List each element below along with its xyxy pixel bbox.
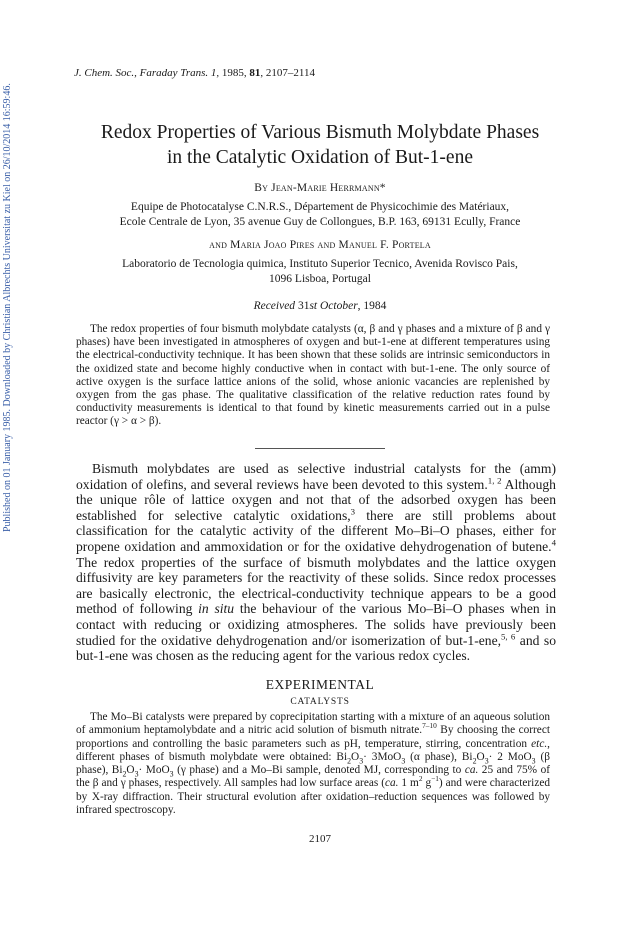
cat-text-g: O [476, 750, 485, 763]
byline-1 [60, 182, 580, 194]
circa: ca. [464, 764, 479, 777]
superscript: 2 [418, 774, 423, 784]
author-pires: Maria Joao Pires [230, 239, 315, 251]
page-number: 2107 [309, 833, 331, 845]
received-month: October [317, 300, 358, 312]
title-line-1: Redox Properties of Various Bismuth Molybdate Phases [100, 122, 540, 143]
intro-text-6: and so but-1-ene was chosen as the reducing agent for the various redox cycles. [76, 632, 556, 664]
intro-text-2: Although the unique rôle of lattice oxygen and not that of the adsorbed oxygen has been established for selective catalytic oxidations, [76, 476, 556, 523]
affiliation-2-line-2: 1096 Lisboa, Portugal [269, 273, 371, 285]
citation-7-10: 7–10 [422, 721, 437, 731]
subscript: 3 [401, 756, 406, 766]
subscript: 3 [169, 769, 174, 779]
citation-5-6: 5, 6 [501, 631, 516, 641]
cat-text-o: g [422, 777, 432, 790]
cat-text-b: By choosing the correct proportions and controlling the basic parameters such as pH, temperature, stirring, concentration [76, 724, 550, 750]
received-label: Received [253, 300, 296, 312]
intro-text-4: The redox properties of the surface of bismuth molybdates and the lattice oxygen diffusivity are key parameters for the reactivity of these solids. Since redox processes are basically electronic, the electrical-conductivity technique appears to be a good method of following [76, 554, 556, 617]
subscript: 3 [531, 756, 536, 766]
received-year: , 1984 [357, 300, 387, 312]
intro-text-5: the behaviour of the various Mo–Bi–O phases when in contact with reducing or oxidizing atmospheres. The solids have previously been studied for the oxidative dehydrogenation and/or isomerization of but-1-ene, [76, 601, 556, 648]
paper-title [60, 120, 580, 170]
cat-text-j: O [126, 764, 135, 777]
byline-prefix: By [254, 182, 272, 194]
affiliation-1-line-2: Ecole Centrale de Lyon, 35 avenue Guy de Collongues, B.P. 163, 69131 Ecully, France [119, 216, 521, 228]
intro-text-1: Bismuth molybdates are used as selective industrial catalysts for the (amm) oxidation of olefins, and several reviews have been devoted to this system. [76, 461, 556, 492]
circa: ca. [384, 777, 399, 790]
cat-text-c: , different phases of bismuth molybdate were obtained: Bi [76, 737, 550, 763]
subscript: 2 [472, 756, 477, 766]
subsection-heading-catalysts: CATALYSTS [290, 697, 350, 707]
subscript: 3 [359, 756, 364, 766]
cat-text-l: (γ phase) and a Mo–Bi sample, denoted MJ, corresponding to [173, 764, 465, 777]
subscript: 2 [122, 769, 127, 779]
etc: etc. [531, 737, 548, 750]
cat-text-e: · 3MoO [363, 750, 402, 763]
byline-and: and [209, 239, 231, 251]
section-divider [255, 448, 385, 449]
cat-text-k: · MoO [138, 764, 170, 777]
affiliation-1-line-1: Equipe de Photocatalyse C.N.R.S., Département de Physicochimie des Matériaux, [130, 201, 510, 213]
cat-text-p: ) and were characterized by X-ray diffraction. Their structural evolution after oxidation–reduction sequences was followed by infrared spectroscopy. [76, 777, 550, 817]
cat-text-i: (β phase), Bi [76, 750, 550, 777]
subscript: 3 [134, 769, 139, 779]
author-portela: Manuel F. Portela [338, 239, 431, 251]
catalysts-paragraph [76, 711, 550, 817]
cat-text-a: The Mo–Bi catalysts were prepared by coprecipitation starting with a mixture of an aqueous solution of ammonium heptamolybdate and a nitric acid solution of bismuth nitrate. [76, 711, 550, 737]
cat-text-f: (α phase), Bi [405, 750, 473, 763]
citation-1-2: 1, 2 [487, 475, 502, 486]
citation-3: 3 [350, 506, 356, 517]
affiliation-2 [70, 257, 570, 287]
byline-and-2: and [314, 239, 339, 251]
byline-2 [60, 239, 580, 251]
journal-volume: 81 [249, 67, 261, 79]
journal-year: 1985, [219, 67, 250, 79]
received-day-suffix: st [309, 300, 318, 312]
download-notice: Published on 01 January 1985. Downloaded by Christian Albrechts Universitat zu Kiel on 26/10/2014 16:59:46. [2, 83, 13, 533]
journal-reference [74, 67, 315, 79]
citation-4: 4 [551, 537, 556, 548]
section-heading-experimental: EXPERIMENTAL [265, 677, 375, 692]
title-line-2: in the Catalytic Oxidation of But-1-ene [167, 147, 473, 168]
received-date [60, 300, 580, 312]
subscript: 3 [484, 756, 489, 766]
abstract: The redox properties of four bismuth molybdate catalysts (α, β and γ phases and a mixture of β and γ phases) have been investigated in atmospheres of oxygen and but-1-ene at different temperatures using the electrical-conductivity technique. It has been shown that these solids are intrinsic semiconductors in the oxidized state and become highly conductive when in contact with but-1-ene. The only source of active oxygen is the surface lattice anions of the solid, whose anionic vacancies are replenished by oxygen from the gas phase. The qualitative classification of the relative reduction rates found by conductivity measurements is identical to that found by kinetic measurements carried out in a pulse reactor (γ > α > β). [76, 323, 550, 428]
introduction-paragraph [76, 461, 556, 664]
superscript: −1 [431, 774, 439, 784]
subscript: 2 [347, 756, 352, 766]
in-situ: in situ [198, 601, 235, 617]
cat-text-d: O [351, 750, 360, 763]
affiliation-2-line-1: Laboratorio de Tecnologia quimica, Instituto Superior Tecnico, Avenida Rovisco Pais, [122, 258, 518, 270]
cat-text-m: 25 and 75% of the β and γ phases, respectively. All samples had low surface areas ( [76, 764, 550, 790]
author-herrmann: Jean-Marie Herrmann* [271, 182, 386, 194]
affiliation-1 [70, 200, 570, 230]
journal-pages: , 2107–2114 [260, 67, 315, 79]
received-day: 31 [295, 300, 310, 312]
intro-text-3: there are still problems about classification for the catalytic activity of the different Mo–Bi–O phases, either for propene oxidation and ammoxidation or for the oxidative dehydrogenation of butene. [76, 507, 556, 554]
cat-text-n: 1 m [398, 777, 419, 790]
cat-text-h: · 2 MoO [488, 750, 532, 763]
journal-name: J. Chem. Soc., Faraday Trans. 1, [74, 67, 220, 79]
